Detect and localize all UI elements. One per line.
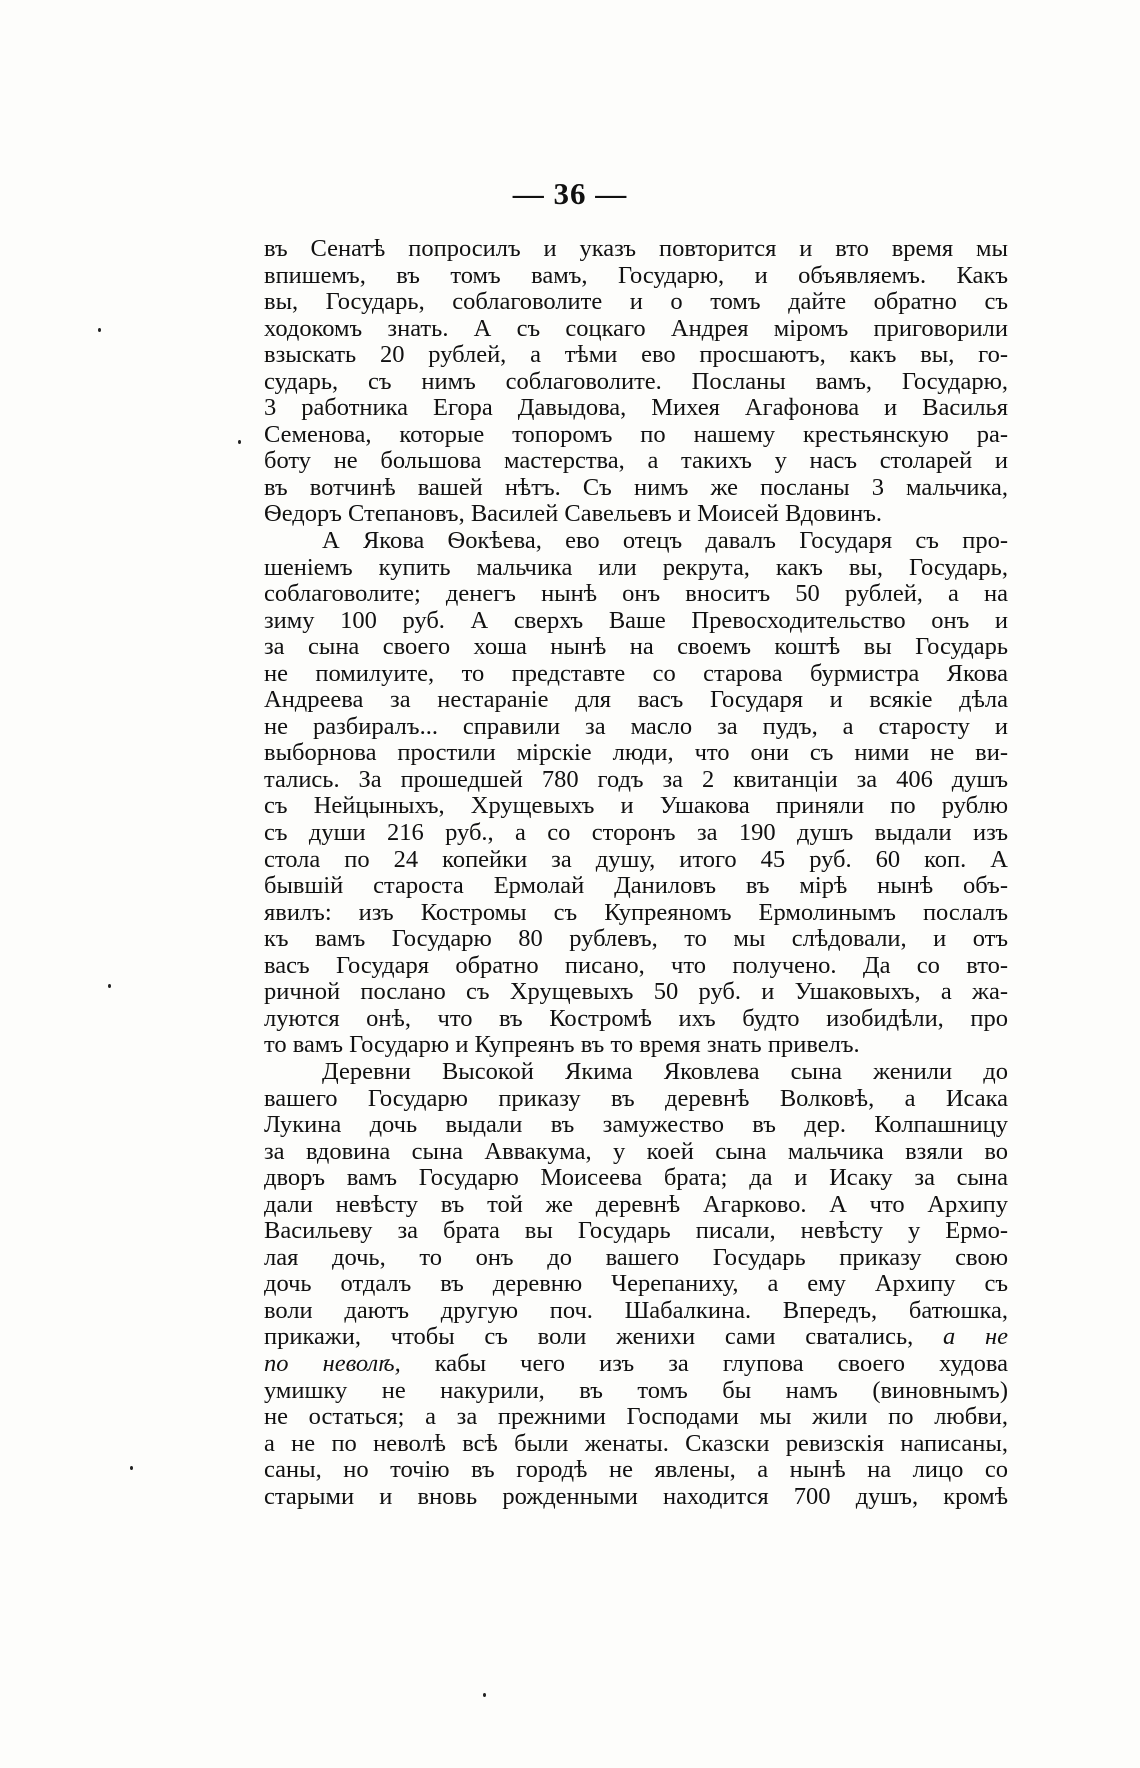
text-line: то вамъ Государю и Купреянъ въ то время знать привелъ. [264, 1032, 860, 1059]
text-line: съ Нейцыныхъ, Хрущевыхъ и Ушакова приняли по рублю [264, 793, 1008, 820]
italic-fragment: по неволѣ, [264, 1350, 401, 1377]
text-line: прикажи, чтобы съ воли женихи сами сватались, а не [264, 1324, 1008, 1351]
text-line: не остаться; а за прежними Господами мы жили по любви, [264, 1404, 1008, 1431]
text-line: въ вотчинѣ вашей нѣтъ. Съ нимъ же посланы 3 мальчика, [264, 474, 1008, 501]
ink-speck [483, 1693, 486, 1697]
body-text [264, 236, 1008, 1510]
text-line: стола по 24 копейки за душу, итого 45 руб. 60 коп. А [264, 846, 1008, 873]
text-line: Ѳедоръ Степановъ, Василей Савельевъ и Моисей Вдовинъ. [264, 501, 882, 528]
page-number: — 36 — [512, 176, 628, 211]
text-line: взыскать 20 рублей, а тѣми ево просшаютъ, какъ вы, го- [264, 342, 1008, 369]
text-line: ричной послано съ Хрущевыхъ 50 руб. и Ушаковыхъ, а жа- [264, 979, 1008, 1006]
text-line: дали невѣсту въ той же деревнѣ Агарково. А что Архипу [264, 1191, 1008, 1218]
text-line: воли даютъ другую поч. Шабалкина. Впередъ, батюшка, [264, 1297, 1008, 1324]
text-line: въ Сенатѣ попросилъ и указъ повторится и вто время мы [264, 236, 1008, 262]
text-line: ходокомъ знать. А съ соцкаго Андрея міромъ приговорили [264, 315, 1008, 342]
text-line: явилъ: изъ Костромы съ Купреяномъ Ермолинымъ послалъ [264, 899, 1008, 926]
text-line: шеніемъ купить мальчика или рекрута, какъ вы, Государь, [264, 554, 1008, 581]
text-line: лая дочь, то онъ до вашего Государь приказу свою [264, 1244, 1008, 1271]
text-line: Васильеву за брата вы Государь писали, невѣсту у Ермо- [264, 1218, 1008, 1245]
text-line: боту не большова мастерства, а такихъ у насъ столарей и [264, 448, 1008, 475]
ink-speck [108, 984, 111, 988]
text-line: луются онѣ, что въ Костромѣ ихъ будто изобидѣли, про [264, 1005, 1008, 1032]
text-line: Семенова, которые топоромъ по нашему крестьянскую ра- [264, 421, 1008, 448]
text-line: Лукина дочь выдали въ замужество въ дер. Колпашницу [264, 1112, 1008, 1139]
text-line: не помилуите, то представте со старова бурмистра Якова [264, 660, 1008, 687]
text-line: впишемъ, въ томъ вамъ, Государю, и объявляемъ. Какъ [264, 262, 1008, 289]
text-line: выборнова простили мірскіе люди, что они съ ними не ви- [264, 740, 1008, 767]
text-line: а не по неволѣ всѣ были женаты. Сказски ревизскія написаны, [264, 1430, 1008, 1457]
text-line: къ вамъ Государю 80 рублевъ, то мы слѣдовали, и отъ [264, 926, 1008, 953]
text-line: дворъ вамъ Государю Моисеева брата; да и Исаку за сына [264, 1165, 1008, 1192]
text-line: тались. За прошедшей 780 годъ за 2 квитанціи за 406 душъ [264, 766, 1008, 793]
text-line: вы, Государь, соблаговолите и о томъ дайте обратно съ [264, 289, 1008, 316]
text-line: по неволѣ, кабы чего изъ за глупова своего худова [264, 1350, 1008, 1377]
italic-fragment: а не [942, 1324, 1008, 1351]
ink-speck [98, 328, 101, 332]
text-line: 3 работника Егора Давыдова, Михея Агафонова и Василья [264, 395, 1008, 422]
ink-speck [238, 440, 241, 444]
text-line: саны, но точію въ городѣ не явлены, а нынѣ на лицо со [264, 1457, 1008, 1484]
text-line: старыми и вновь рожденными находится 700 душъ, кромѣ [264, 1483, 1008, 1510]
text-line: вашего Государю приказу въ деревнѣ Волковѣ, а Исака [264, 1085, 1008, 1112]
text-line: А Якова Ѳокѣева, ево отецъ давалъ Государя съ про- [322, 528, 1008, 555]
text-line: соблаговолите; денегъ нынѣ онъ вноситъ 50 рублей, а на [264, 581, 1008, 608]
ink-speck [130, 1466, 133, 1470]
text-line: за сына своего хоша нынѣ на своемъ коштѣ вы Государь [264, 634, 1008, 661]
text-line: васъ Государя обратно писано, что получено. Да со вто- [264, 952, 1008, 979]
text-line: дочь отдалъ въ деревню Черепаниху, а ему Архипу съ [264, 1271, 1008, 1298]
text-line: не разбиралъ... справили за масло за пудъ, а старосту и [264, 713, 1008, 740]
text-line: Андреева за нестараніе для васъ Государя и всякіе дѣла [264, 687, 1008, 714]
text-line: Деревни Высокой Якима Яковлева сына женили до [322, 1058, 1008, 1085]
text-line: бывшій староста Ермолай Даниловъ въ мірѣ нынѣ объ- [264, 873, 1008, 900]
text-line: сударь, съ нимъ соблаговолите. Посланы вамъ, Государю, [264, 368, 1008, 395]
text-line: умишку не накурили, въ томъ бы намъ (виновнымъ) [264, 1377, 1008, 1404]
text-line: съ души 216 руб., а со сторонъ за 190 душъ выдали изъ [264, 820, 1008, 847]
text-line: за вдовина сына Аввакума, у коей сына мальчика взяли во [264, 1138, 1008, 1165]
text-line: зиму 100 руб. А сверхъ Ваше Превосходительство онъ и [264, 607, 1008, 634]
